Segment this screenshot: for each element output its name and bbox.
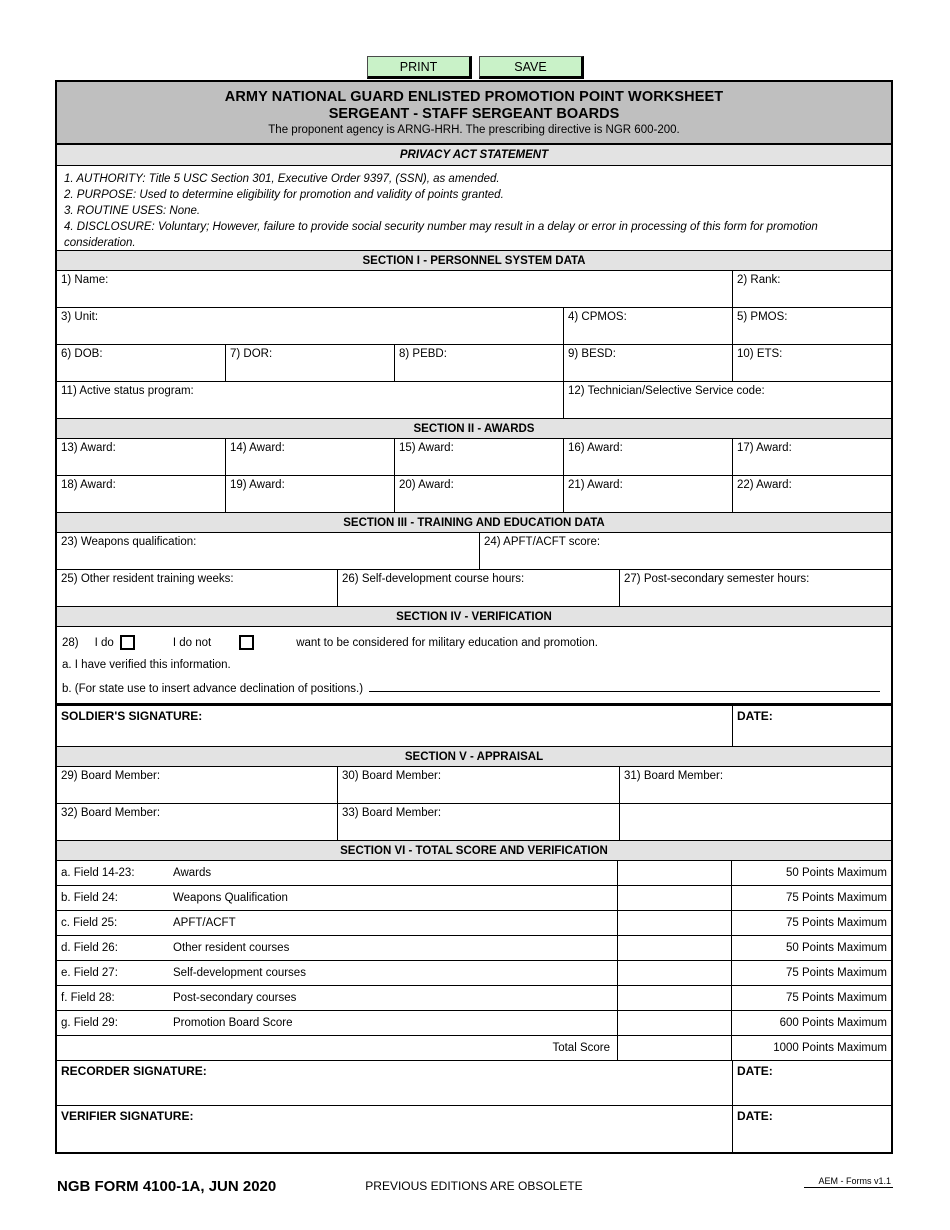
field-active-status-label: 11) Active status program:	[61, 385, 194, 397]
score-input-postsec[interactable]	[618, 986, 732, 1010]
soldier-signature-row	[57, 703, 891, 747]
field-dor[interactable]	[226, 345, 395, 381]
section2-title: SECTION II - AWARDS	[413, 423, 535, 435]
privacy-line-disclosure: 4. DISCLOSURE: Voluntary; However, failure to provide social security number may result in a delay or error in processing of this form for promotion consideration.	[64, 221, 818, 249]
score-row-selfdev	[57, 961, 891, 986]
board-row-2	[57, 804, 891, 841]
privacy-act-statement	[57, 166, 891, 251]
field-award-16-label: 16) Award:	[568, 442, 623, 454]
score-input-apft[interactable]	[618, 911, 732, 935]
section3-header	[57, 512, 891, 533]
field-besd[interactable]	[564, 345, 733, 381]
privacy-line-purpose: 2. PURPOSE: Used to determine eligibility for promotion and validity of points granted.	[64, 189, 504, 201]
score-max-board: 600 Points Maximum	[779, 1017, 887, 1029]
field-pmos-label: 5) PMOS:	[737, 311, 788, 323]
score-field-ref: g. Field 29:	[61, 1017, 118, 1029]
state-use-line[interactable]	[369, 680, 880, 692]
board-member-29-label: 29) Board Member:	[61, 770, 161, 782]
score-max-apft: 75 Points Maximum	[786, 917, 887, 929]
field-pebd-label: 8) PEBD:	[399, 348, 447, 360]
score-row-weapons	[57, 886, 891, 911]
field-technician-label: 12) Technician/Selective Service code:	[568, 385, 765, 397]
field-post-secondary-label: 27) Post-secondary semester hours:	[624, 573, 810, 585]
form-title-line1: ARMY NATIONAL GUARD ENLISTED PROMOTION POINT WORKSHEET	[224, 89, 724, 105]
verifier-signature-field[interactable]	[57, 1106, 733, 1152]
field-board-member-29[interactable]	[57, 767, 338, 803]
score-row-postsec	[57, 986, 891, 1011]
field-weapons-label: 23) Weapons qualification:	[61, 536, 197, 548]
field-technician-code[interactable]	[564, 382, 891, 418]
field-award-19-label: 19) Award:	[230, 479, 285, 491]
section6-header	[57, 840, 891, 861]
section3-row-2	[57, 570, 891, 607]
field-award-21-label: 21) Award:	[568, 479, 623, 491]
score-max-awards: 50 Points Maximum	[786, 867, 887, 879]
field-self-development-hours[interactable]	[338, 570, 620, 606]
score-label-apft	[57, 911, 618, 935]
board-member-31-label: 31) Board Member:	[624, 770, 724, 782]
forms-version: AEM - Forms v1.1	[804, 1176, 893, 1188]
field-award-18[interactable]	[57, 476, 226, 512]
field-board-member-30[interactable]	[338, 767, 620, 803]
recorder-signature-row	[57, 1061, 891, 1106]
field-award-13-label: 13) Award:	[61, 442, 116, 454]
field-award-14[interactable]	[226, 439, 395, 475]
verification-line-b	[62, 680, 886, 695]
score-field-ref: a. Field 14-23:	[61, 867, 135, 879]
field-besd-label: 9) BESD:	[568, 348, 616, 360]
section1-row-4	[57, 382, 891, 419]
recorder-signature-label: RECORDER SIGNATURE:	[61, 1064, 207, 1078]
awards-row-1	[57, 439, 891, 476]
score-label-weapons	[57, 886, 618, 910]
field-pmos[interactable]	[733, 308, 891, 344]
score-max-resident: 50 Points Maximum	[786, 942, 887, 954]
score-desc: Weapons Qualification	[173, 892, 288, 904]
recorder-date-label: DATE:	[737, 1064, 773, 1078]
field-award-13[interactable]	[57, 439, 226, 475]
score-input-awards[interactable]	[618, 861, 732, 885]
board-member-30-label: 30) Board Member:	[342, 770, 442, 782]
proponent-agency-note: The proponent agency is ARNG-HRH. The prescribing directive is NGR 600-200.	[268, 124, 680, 136]
i-do-label: I do	[94, 636, 114, 649]
promotion-worksheet-form	[55, 80, 893, 1154]
field-award-17[interactable]	[733, 439, 891, 475]
score-field-ref: c. Field 25:	[61, 917, 118, 929]
privacy-act-title: PRIVACY ACT STATEMENT	[399, 149, 549, 161]
field-award-15-label: 15) Award:	[399, 442, 454, 454]
section1-row-1	[57, 271, 891, 308]
verifier-date-label: DATE:	[737, 1109, 773, 1123]
field-cpmos-label: 4) CPMOS:	[568, 311, 627, 323]
verification-line-a: a. I have verified this information.	[62, 659, 231, 671]
score-desc: Self-development courses	[173, 967, 306, 979]
form-header	[57, 82, 891, 145]
field-dor-label: 7) DOR:	[230, 348, 273, 360]
field-dob[interactable]	[57, 345, 226, 381]
field-apft-label: 24) APFT/ACFT score:	[484, 536, 601, 548]
section1-row-3	[57, 345, 891, 382]
privacy-act-header	[57, 145, 891, 166]
section1-header	[57, 250, 891, 271]
field-active-status-program[interactable]	[57, 382, 564, 418]
score-max-postsec: 75 Points Maximum	[786, 992, 887, 1004]
score-label-board	[57, 1011, 618, 1035]
score-field-ref: b. Field 24:	[61, 892, 118, 904]
soldier-date-field[interactable]	[733, 706, 891, 746]
awards-row-2	[57, 476, 891, 513]
score-field-ref: d. Field 26:	[61, 942, 118, 954]
field-weapons-qualification[interactable]	[57, 533, 480, 569]
i-do-not-label: I do not	[172, 636, 212, 649]
score-row-awards	[57, 861, 891, 886]
score-input-weapons[interactable]	[618, 886, 732, 910]
score-row-resident	[57, 936, 891, 961]
field-name[interactable]	[57, 271, 733, 307]
score-label-awards	[57, 861, 618, 885]
soldier-signature-label: SOLDIER'S SIGNATURE:	[61, 709, 203, 723]
obsolete-note: PREVIOUS EDITIONS ARE OBSOLETE	[365, 1179, 583, 1193]
section2-header	[57, 418, 891, 439]
field-board-member-33[interactable]	[338, 804, 620, 840]
print-button[interactable]: PRINT	[367, 56, 472, 79]
field-other-resident-training[interactable]	[57, 570, 338, 606]
question-28	[62, 635, 886, 650]
field-ets[interactable]	[733, 345, 891, 381]
verifier-date-field[interactable]	[733, 1106, 891, 1152]
score-row-board	[57, 1011, 891, 1036]
field-award-14-label: 14) Award:	[230, 442, 285, 454]
board-member-32-label: 32) Board Member:	[61, 807, 161, 819]
field-award-17-label: 17) Award:	[737, 442, 792, 454]
form-number: NGB FORM 4100-1A, JUN 2020	[57, 1178, 277, 1195]
section1-row-2	[57, 308, 891, 345]
section1-title: SECTION I - PERSONNEL SYSTEM DATA	[362, 255, 586, 267]
field-unit-label: 3) Unit:	[61, 311, 99, 323]
save-button[interactable]: SAVE	[479, 56, 584, 79]
section3-row-1	[57, 533, 891, 570]
score-label-resident	[57, 936, 618, 960]
board-member-33-label: 33) Board Member:	[342, 807, 442, 819]
toolbar	[367, 56, 584, 79]
field-post-secondary-hours[interactable]	[620, 570, 891, 606]
score-max-weapons: 75 Points Maximum	[786, 892, 887, 904]
i-do-not-checkbox[interactable]	[239, 635, 254, 650]
form-title-line2: SERGEANT - STAFF SERGEANT BOARDS	[328, 106, 620, 122]
privacy-line-authority: 1. AUTHORITY: Title 5 USC Section 301, Executive Order 9397, (SSN), as amended.	[64, 173, 500, 185]
field-unit[interactable]	[57, 308, 564, 344]
score-label-postsec	[57, 986, 618, 1010]
field-dob-label: 6) DOB:	[61, 348, 103, 360]
score-input-board[interactable]	[618, 1011, 732, 1035]
field-award-22[interactable]	[733, 476, 891, 512]
score-desc: APFT/ACFT	[173, 917, 236, 929]
field-apft-acft-score[interactable]	[480, 533, 891, 569]
verification-block	[57, 627, 891, 704]
section6-title: SECTION VI - TOTAL SCORE AND VERIFICATION	[340, 845, 608, 857]
field-award-19[interactable]	[226, 476, 395, 512]
field-board-member-31[interactable]	[620, 767, 891, 803]
score-desc: Other resident courses	[173, 942, 290, 954]
recorder-signature-field[interactable]	[57, 1061, 733, 1105]
recorder-date-field[interactable]	[733, 1061, 891, 1105]
score-field-ref: e. Field 27:	[61, 967, 118, 979]
section4-title: SECTION IV - VERIFICATION	[396, 611, 552, 623]
field-award-18-label: 18) Award:	[61, 479, 116, 491]
field-name-label: 1) Name:	[61, 274, 109, 286]
field-cpmos[interactable]	[564, 308, 733, 344]
i-do-checkbox[interactable]	[120, 635, 135, 650]
privacy-line-routine-uses: 3. ROUTINE USES: None.	[64, 205, 201, 217]
verifier-signature-row	[57, 1106, 891, 1152]
total-score-input[interactable]	[618, 1036, 732, 1060]
field-award-22-label: 22) Award:	[737, 479, 792, 491]
verifier-signature-label: VERIFIER SIGNATURE:	[61, 1109, 194, 1123]
score-row-total	[57, 1036, 891, 1061]
score-desc: Awards	[173, 867, 212, 879]
field-award-15[interactable]	[395, 439, 564, 475]
field-award-20[interactable]	[395, 476, 564, 512]
field-board-member-32[interactable]	[57, 804, 338, 840]
section5-header	[57, 746, 891, 767]
section3-title: SECTION III - TRAINING AND EDUCATION DATA	[343, 517, 605, 529]
q28-number: 28)	[62, 636, 79, 649]
soldier-signature-field[interactable]	[57, 706, 733, 746]
score-desc: Post-secondary courses	[173, 992, 297, 1004]
total-score-label: Total Score	[57, 1036, 618, 1060]
field-award-20-label: 20) Award:	[399, 479, 454, 491]
score-field-ref: f. Field 28:	[61, 992, 115, 1004]
board-member-empty-cell	[620, 804, 891, 840]
total-score-max: 1000 Points Maximum	[773, 1042, 887, 1054]
field-award-21[interactable]	[564, 476, 733, 512]
q28-statement: want to be considered for military education and promotion.	[296, 636, 598, 649]
field-award-16[interactable]	[564, 439, 733, 475]
score-row-apft	[57, 911, 891, 936]
field-self-dev-label: 26) Self-development course hours:	[342, 573, 525, 585]
section4-header	[57, 606, 891, 627]
score-label-selfdev	[57, 961, 618, 985]
field-rank[interactable]	[733, 271, 891, 307]
field-ets-label: 10) ETS:	[737, 348, 783, 360]
field-rank-label: 2) Rank:	[737, 274, 781, 286]
verification-line-b-text: b. (For state use to insert advance declination of positions.)	[62, 683, 364, 695]
score-input-resident[interactable]	[618, 936, 732, 960]
section5-title: SECTION V - APPRAISAL	[404, 751, 544, 763]
score-max-selfdev: 75 Points Maximum	[786, 967, 887, 979]
board-row-1	[57, 767, 891, 804]
soldier-date-label: DATE:	[737, 709, 773, 723]
score-desc: Promotion Board Score	[173, 1017, 293, 1029]
field-pebd[interactable]	[395, 345, 564, 381]
score-input-selfdev[interactable]	[618, 961, 732, 985]
field-resident-label: 25) Other resident training weeks:	[61, 573, 234, 585]
